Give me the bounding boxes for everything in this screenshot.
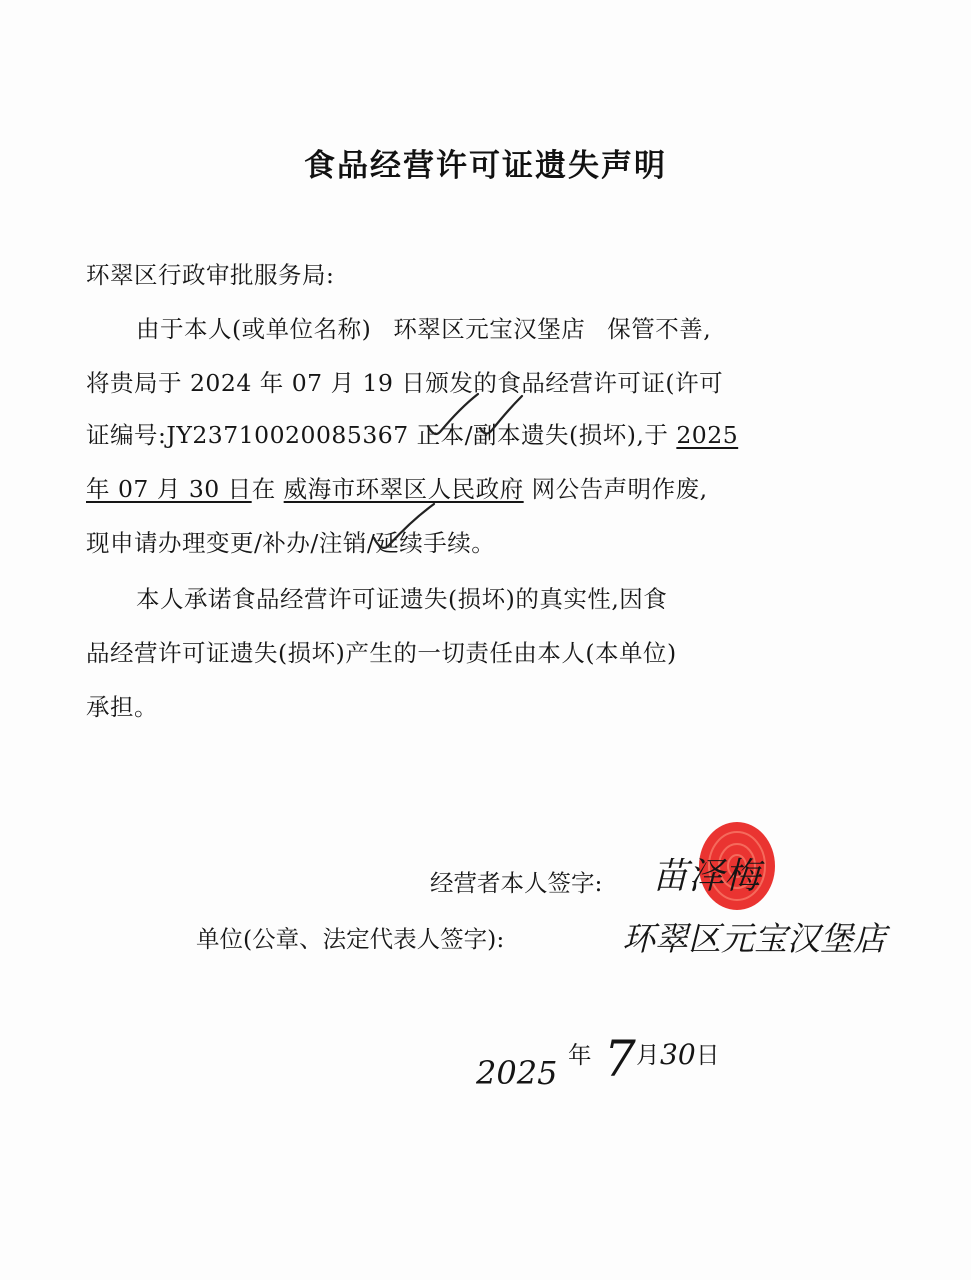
para2-line2: 品经营许可证遗失(损坏)产生的一切责任由本人(本单位) [86,639,677,667]
para2-line1: 本人承诺食品经营许可证遗失(损坏)的真实性,因食 [136,585,668,613]
para1-line1-text-b: 保管不善, [607,315,712,343]
para1-line1 [136,310,711,344]
year-handwriting [476,1040,576,1100]
license-number-text: 证编号:JY23710020085367 正本/副本遗失(损坏),于 [86,421,669,449]
para1-line5: 现申请办理变更/补办/注销/延续手续。 [86,529,496,557]
para1-line2: 将贵局于 2024 年 07 月 19 日颁发的食品经营许可证(许可 [86,369,724,397]
checkmark-icon [420,388,530,448]
addressee: 环翠区行政审批服务局: [86,261,335,289]
operator-signature-label: 经营者本人签字: [430,869,603,897]
para1-line1-text-a: 由于本人(或单位名称) [136,315,372,343]
para1-line4 [86,470,708,504]
date-year-label: 年 [568,1041,592,1069]
svg-text:2025: 2025 [476,1054,558,1092]
announce-site: 威海市环翠区人民政府 [283,475,524,503]
para1-line3 [86,416,738,450]
para2-line3: 承担。 [86,693,158,721]
unit-name-handwriting: 环翠区元宝汉堡店 [622,919,886,958]
svg-text:7: 7 [604,1030,636,1088]
date-day-label: 日 [696,1041,720,1069]
date-month-label: 月 [636,1041,660,1069]
unit-handwritten-signature [622,908,942,968]
operator-name-handwriting: 苗泽梅 [652,856,761,897]
announce-year: 2025 [676,421,739,449]
para1-line4-text-a: 在 [251,475,276,503]
para1-line4-text-b: 网公告声明作废, [531,475,708,503]
announce-date: 年 07 月 30 日 [86,475,252,503]
unit-name-field: 环翠区元宝汉堡店 [393,315,586,343]
operator-handwritten-signature [652,846,852,902]
svg-text:30: 30 [660,1038,696,1071]
unit-signature-label: 单位(公章、法定代表人签字): [196,925,505,953]
page-title: 食品经营许可证遗失声明 [304,148,667,184]
checkmark-icon [368,500,448,560]
